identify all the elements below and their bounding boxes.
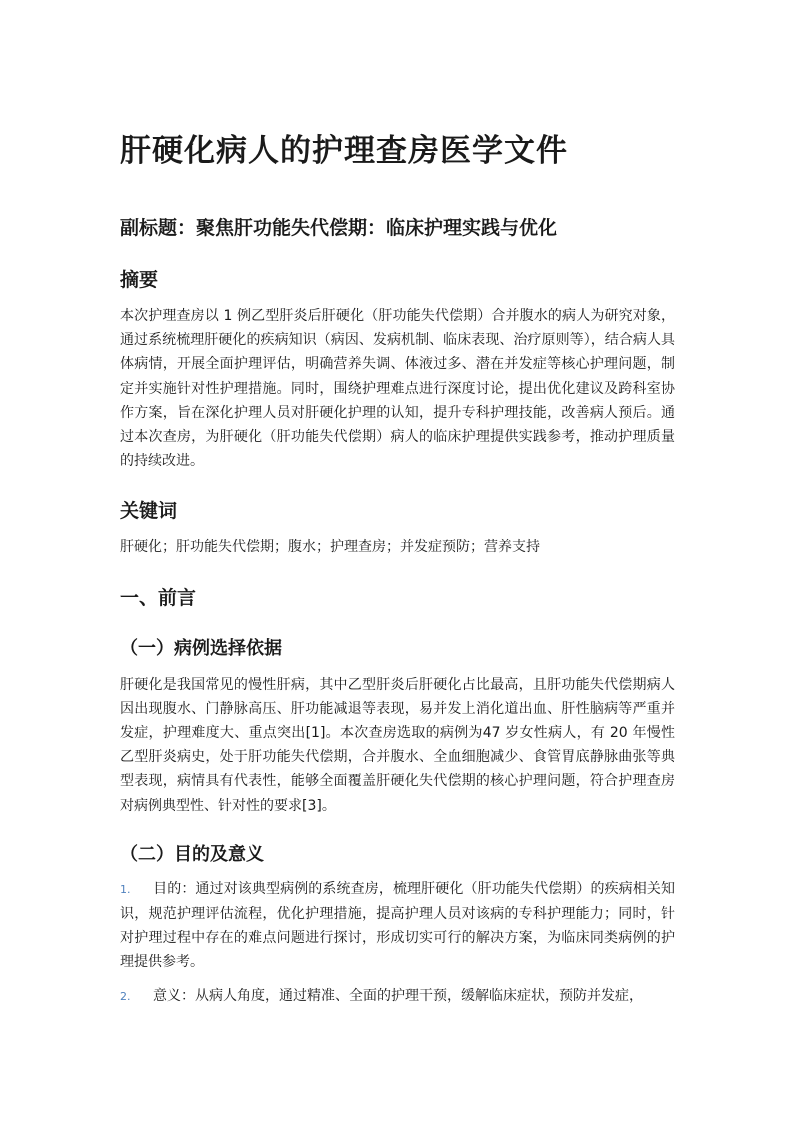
document-title: 肝硬化病人的护理查房医学文件 xyxy=(120,133,568,169)
abstract-text: 本次护理查房以 1 例乙型肝炎后肝硬化（肝功能失代偿期）合并腹水的病人为研究对象，通过系统梳理肝硬化的疾病知识（病因、发病机制、临床表现、治疗原则等），结合病人具体病情，开展全面护理评估，明确营养失调、体液过多、潜在并发症等核心护理问题，制定并实施针对性护理措施。同时，围绕护理难点进行深度讨论，提出优化建议及跨科室协作方案，旨在深化护理人员对肝硬化护理的认知，提升专科护理技能，改善病人预后。通过本次查房，为肝硬化（肝功能失代偿期）病人的临床护理提供实践参考，推动护理质量的持续改进。 xyxy=(120,308,675,470)
list-item-number: 2. xyxy=(120,989,131,1003)
list-item xyxy=(120,877,675,975)
document-subtitle: 副标题：聚焦肝功能失代偿期：临床护理实践与优化 xyxy=(120,217,558,239)
subsection-heading-case-selection: （一）病例选择依据 xyxy=(120,637,282,659)
document-page xyxy=(120,128,675,1018)
list-item-number: 1. xyxy=(120,882,131,896)
keywords-heading: 关键词 xyxy=(120,500,178,523)
abstract-heading: 摘要 xyxy=(120,269,159,291)
list-item-text: 目的：通过对该典型病例的系统查房，梳理肝硬化（肝功能失代偿期）的疾病相关知识，规范护理评估流程，优化护理措施，提高护理人员对该病的专科护理能力；同时，针对护理过程中存在的难点问题进行探讨，形成切实可行的解决方案，为临床同类病例的护理提供参考。 xyxy=(120,880,675,971)
purpose-list xyxy=(120,877,675,1009)
keywords-text: 肝硬化；肝功能失代偿期；腹水；护理查房；并发症预防；营养支持 xyxy=(120,539,540,556)
list-item xyxy=(120,984,675,1009)
case-selection-text: 肝硬化是我国常见的慢性肝病，其中乙型肝炎后肝硬化占比最高，且肝功能失代偿期病人因出现腹水、门静脉高压、肝功能减退等表现，易并发上消化道出血、肝性脑病等严重并发症，护理难度大、重点突出[1]。本次查房选取的病例为47 岁女性病人，有 20 年慢性乙型肝炎病史，处于肝功能失代偿期，合并腹水、全血细胞减少、食管胃底静脉曲张等典型表现，病情具有代表性，能够全面覆盖肝硬化失代偿期的核心护理问题，符合护理查房对病例典型性、针对性的要求[3]。 xyxy=(120,676,675,814)
list-item-text: 意义：从病人角度，通过精准、全面的护理干预，缓解临床症状，预防并发症， xyxy=(153,987,643,1004)
section-heading-intro: 一、前言 xyxy=(120,586,197,609)
subsection-heading-purpose: （二）目的及意义 xyxy=(120,843,264,865)
